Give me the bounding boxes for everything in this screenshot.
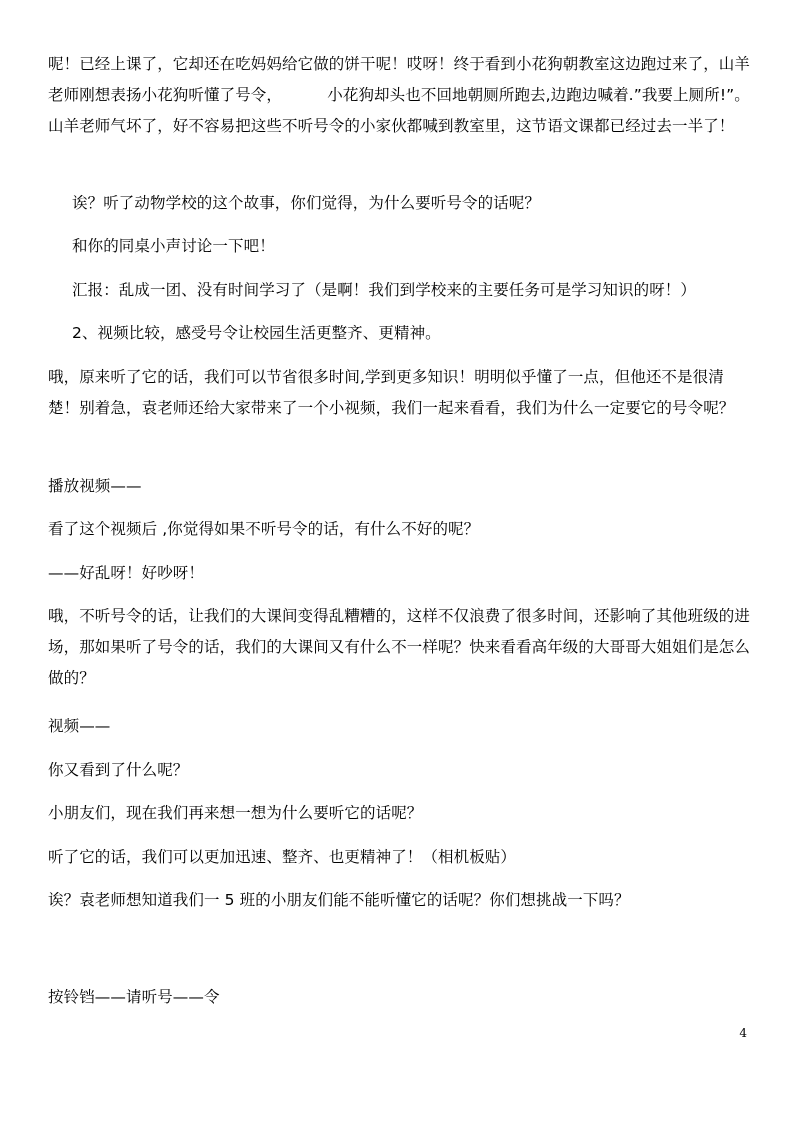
- paragraph-think-again: 小朋友们，现在我们再来想一想为什么要听它的话呢？: [48, 804, 423, 822]
- section-heading-video-compare: 2、视频比较，感受号令让校园生活更整齐、更精神。: [72, 324, 441, 342]
- paragraph-challenge: 诶？袁老师想知道我们一 5 班的小朋友们能不能听懂它的话呢？你们想挑战一下吗？: [48, 891, 630, 909]
- paragraph-bell: 按铃铛——请听号——令: [48, 988, 220, 1006]
- paragraph-intro-video: 哦，原来听了它的话，我们可以节省很多时间,学到更多知识！明明似乎懂了一点，但他还不是很清楚！别着急，袁老师还给大家带来了一个小视频，我们一起来看看，我们为什么一定要它的号令呢？: [48, 368, 735, 417]
- paragraph-story-end: 呢！已经上课了，它却还在吃妈妈给它做的饼干呢！哎呀！终于看到小花狗朝教室这边跑过来了，山羊老师刚想表扬小花狗听懂了号令， 小花狗却头也不回地朝厕所跑去,边跑边喊着.”我要上厕所!”。山羊老师气坏了，好不容易把这些不听号令的小家伙都喊到教室里，这节语文课都已经过去一半了！: [48, 55, 751, 135]
- paragraph-student-answer: ——好乱呀！好吵呀！: [48, 564, 205, 582]
- paragraph-big-break: 哦，不听号令的话，让我们的大课间变得乱糟糟的，这样不仅浪费了很多时间，还影响了其他班级的进场，那如果听了号令的话，我们的大课间又有什么不一样呢？快来看看高年级的大哥哥大姐姐们是怎么做的？: [48, 607, 751, 687]
- paragraph-what-did-you-see: 你又看到了什么呢？: [48, 761, 189, 779]
- paragraph-play-video: 播放视频——: [48, 477, 142, 495]
- paragraph-benefits: 听了它的话，我们可以更加迅速、整齐、也更精神了！（相机板贴）: [48, 848, 517, 866]
- paragraph-question: 诶？听了动物学校的这个故事，你们觉得，为什么要听号令的话呢？: [72, 194, 541, 212]
- paragraph-video: 视频——: [48, 717, 111, 735]
- paragraph-after-video-question: 看了这个视频后 ,你觉得如果不听号令的话，有什么不好的呢？: [48, 520, 480, 538]
- paragraph-discuss: 和你的同桌小声讨论一下吧！: [72, 237, 275, 255]
- page-number: 4: [739, 1026, 747, 1040]
- paragraph-report: 汇报：乱成一团、没有时间学习了（是啊！我们到学校来的主要任务可是学习知识的呀！）: [72, 281, 697, 299]
